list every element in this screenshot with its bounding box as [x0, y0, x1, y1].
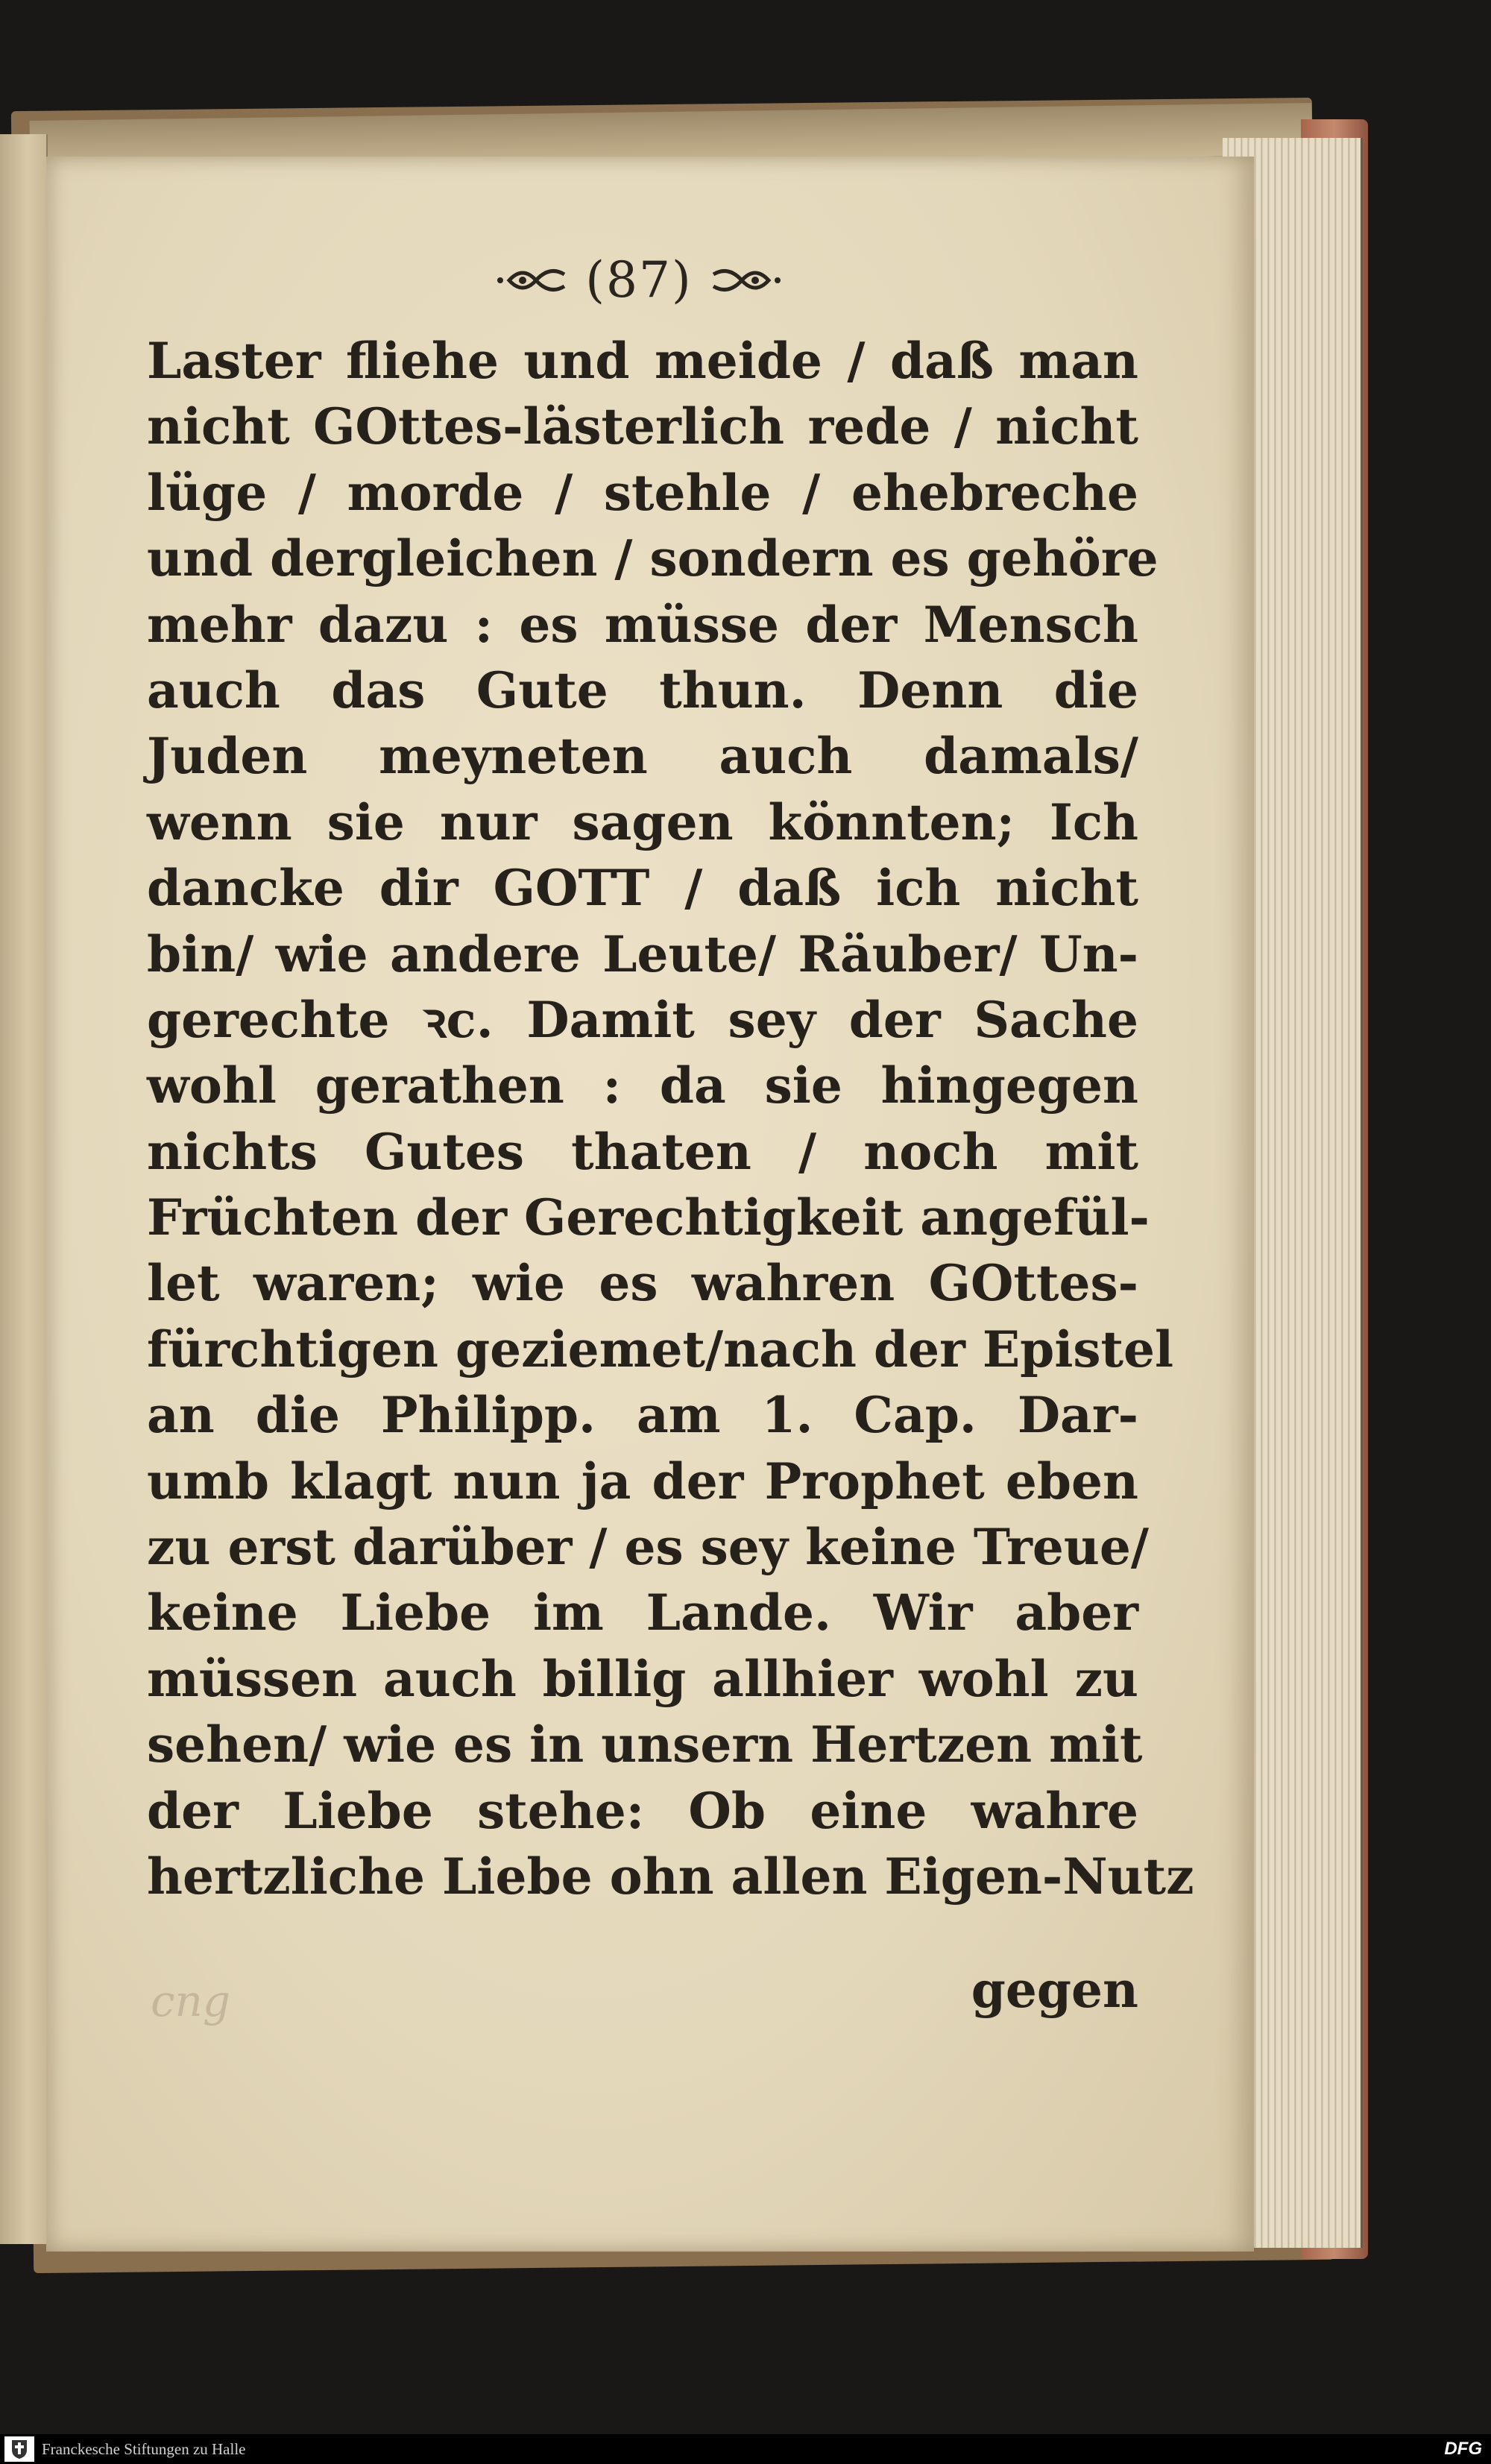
text-line: sehen/ wie es in unsern Hertzen mit — [147, 1715, 1143, 1774]
text-line: nichts Gutes thaten / noch mit — [147, 1122, 1138, 1181]
text-line: mehr dazu : es müsse der Mensch — [147, 595, 1138, 654]
text-line: müssen auch billig allhier wohl zu — [147, 1649, 1138, 1708]
previous-page-edge — [0, 134, 48, 2244]
text-line: hertzliche Liebe ohn allen Eigen-Nutz — [147, 1847, 1194, 1906]
text-line: an die Philipp. am 1. Cap. Dar- — [147, 1386, 1138, 1445]
right-ornament-icon — [703, 261, 785, 298]
text-line: wohl gerathen : da sie hingegen — [147, 1056, 1138, 1115]
text-line: dancke dir GOTT / daß ich nicht — [147, 859, 1138, 918]
dfg-logo: DFG — [1444, 2439, 1482, 2459]
text-line: keine Liebe im Lande. Wir aber — [147, 1584, 1138, 1642]
text-line: Laster fliehe und meide / daß man — [147, 332, 1138, 390]
text-line: nicht GOttes-lästerlich rede / nicht — [147, 397, 1138, 456]
page-header — [464, 250, 814, 309]
text-line: der Liebe stehe: Ob eine wahre — [147, 1781, 1138, 1840]
footer-institution — [4, 2436, 246, 2462]
text-line: bin/ wie andere Leute/ Räuber/ Un- — [147, 924, 1138, 983]
text-line: Früchten der Gerechtigkeit angefül- — [147, 1188, 1150, 1247]
footer-bar — [0, 2434, 1491, 2464]
text-line: lüge / morde / stehle / ehebreche — [147, 463, 1138, 522]
page-number: (87) — [585, 251, 693, 309]
text-line: umb klagt nun ja der Prophet eben — [147, 1452, 1138, 1510]
text-line: zu erst darüber / es sey keine Treue/ — [147, 1518, 1149, 1577]
body-text — [147, 328, 1194, 1909]
catchword: gegen — [971, 1961, 1138, 2019]
institution-name: Franckesche Stiftungen zu Halle — [42, 2439, 246, 2458]
faded-library-stamp: cng — [151, 1976, 230, 2026]
text-line: Juden meyneten auch damals/ — [147, 727, 1138, 786]
crest-icon — [4, 2436, 34, 2462]
text-line: auch das Gute thun. Denn die — [147, 661, 1138, 719]
text-line: wenn sie nur sagen könnten; Ich — [147, 793, 1138, 851]
book-page — [46, 157, 1254, 2252]
left-ornament-icon — [493, 261, 575, 298]
text-line: fürchtigen geziemet/nach der Epistel — [147, 1320, 1174, 1378]
text-line: let waren; wie es wahren GOttes- — [147, 1254, 1138, 1313]
text-line: und dergleichen / sondern es gehöre — [147, 529, 1159, 588]
text-line: gerechte ꝛc. Damit sey der Sache — [147, 990, 1138, 1049]
